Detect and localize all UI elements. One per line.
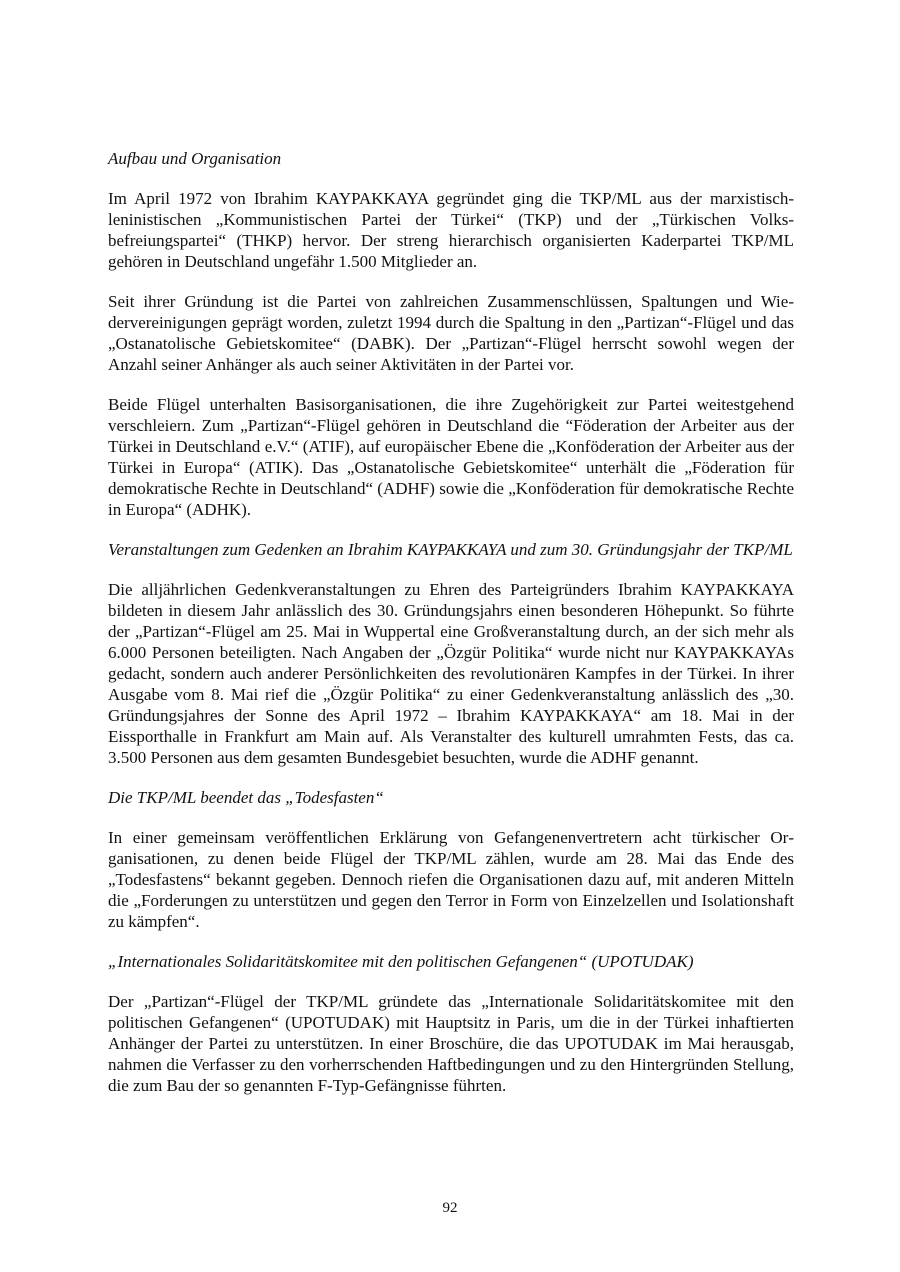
body-paragraph: Beide Flügel unterhalten Basisorganisationen, die ihre Zugehörigkeit zur Partei weitestgehend verschleiern. Zum „Partizan“-Flügel gehören in Deutschland die “Föderation der Arbeiter aus der Türkei in Deutschland e.V.“ (ATIF), auf europäischer Ebene die „Konföderation der Arbeiter aus der Türkei in Europa“ (ATIK). Das „Ostanatolische Gebietskomitee“ unterhält die „Föderation für demokratische Rechte in Deutschland“ (ADHF) sowie die „Konföderation für demokratische Rechte in Europa“ (ADHK). bbox=[108, 395, 794, 519]
body-paragraph: Der „Partizan“-Flügel der TKP/ML gründete das „Internationale Solidaritätskomitee mit den politischen Gefangenen“ (UPOTUDAK) mit Hauptsitz in Paris, um die in der Türkei inhaftierten Anhänger der Partei zu unterstützen. In einer Broschüre, die das UPOTUDAK im Mai herausgab, nahmen die Verfasser zu den vorherrschenden Haftbedingungen und zu den Hintergründen Stellung, die zum Bau der so genannten F-Typ-Gefängnisse führten. bbox=[108, 992, 794, 1095]
page-content bbox=[108, 148, 794, 1115]
section-gedenken bbox=[108, 539, 794, 768]
body-paragraph: Die alljährlichen Gedenkveranstaltungen zu Ehren des Parteigründers Ibrahim KAYPAKKAYA bildeten in diesem Jahr anlässlich des 30. Gründungsjahrs einen besonderen Höhepunkt. So führte der „Partizan“-Flügel am 25. Mai in Wuppertal eine Großveranstaltung durch, an der sich mehr als 6.000 Personen beteiligten. Nach Angaben der „Özgür Politika“ wurde nicht nur KAYPAKKAYAs gedacht, sondern auch anderer Persönlichkeiten des revolutionären Kampfes in der Türkei. In ihrer Ausgabe vom 8. Mai rief die „Özgür Politika“ zu einer Gedenkveranstaltung anlässlich des „30. Gründungsjahres der Sonne des April 1972 – Ibrahim KAYPAKKAYA“ am 18. Mai in der Eissporthalle in Frankfurt am Main auf. Als Veranstalter des kulturell umrahmten Fests, das ca. 3.500 Personen aus dem gesamten Bundesgebiet besuchten, wurde die ADHF genannt. bbox=[108, 580, 794, 767]
body-paragraph: In einer gemeinsam veröffentlichen Erklärung von Gefangenenvertretern acht türkischer Organisationen, zu denen beide Flügel der TKP/ML zählen, wurde am 28. Mai das Ende des „Todesfastens“ bekannt gegeben. Dennoch riefen die Organisationen dazu auf, mit anderen Mitteln die „Forderungen zu unterstützen und gegen den Terror in Form von Einzelzellen und Isolationshaft zu kämpfen“. bbox=[108, 828, 794, 931]
section-aufbau bbox=[108, 148, 794, 520]
section-heading: Aufbau und Organisation bbox=[108, 149, 282, 168]
section-upotudak bbox=[108, 951, 794, 1096]
page-number: 92 bbox=[442, 1200, 458, 1216]
section-heading: Veranstaltungen zum Gedenken an Ibrahim KAYPAKKAYA und zum 30. Gründungsjahr der TKP/ML bbox=[108, 540, 793, 559]
body-paragraph: Seit ihrer Gründung ist die Partei von zahlreichen Zusammenschlüssen, Spaltungen und Wiedervereinigungen geprägt worden, zuletzt 1994 durch die Spaltung in den „Partizan“-Flügel und das „Ostanatolische Gebietskomitee“ (DABK). Der „Partizan“-Flügel herrscht sowohl wegen der Anzahl seiner Anhänger als auch seiner Aktivitäten in der Partei vor. bbox=[108, 292, 794, 374]
section-todesfasten bbox=[108, 787, 794, 932]
body-paragraph: Im April 1972 von Ibrahim KAYPAKKAYA gegründet ging die TKP/ML aus der marxistisch-leninistischen „Kommunistischen Partei der Türkei“ (TKP) und der „Türkischen Volksbefreiungspartei“ (THKP) hervor. Der streng hierarchisch organisierten Kaderpartei TKP/ML gehören in Deutschland ungefähr 1.500 Mitglieder an. bbox=[108, 189, 794, 271]
section-heading: Die TKP/ML beendet das „Todesfasten“ bbox=[108, 788, 384, 807]
section-heading: „Internationales Solidaritätskomitee mit den politischen Gefangenen“ (UPOTUDAK) bbox=[108, 952, 694, 971]
